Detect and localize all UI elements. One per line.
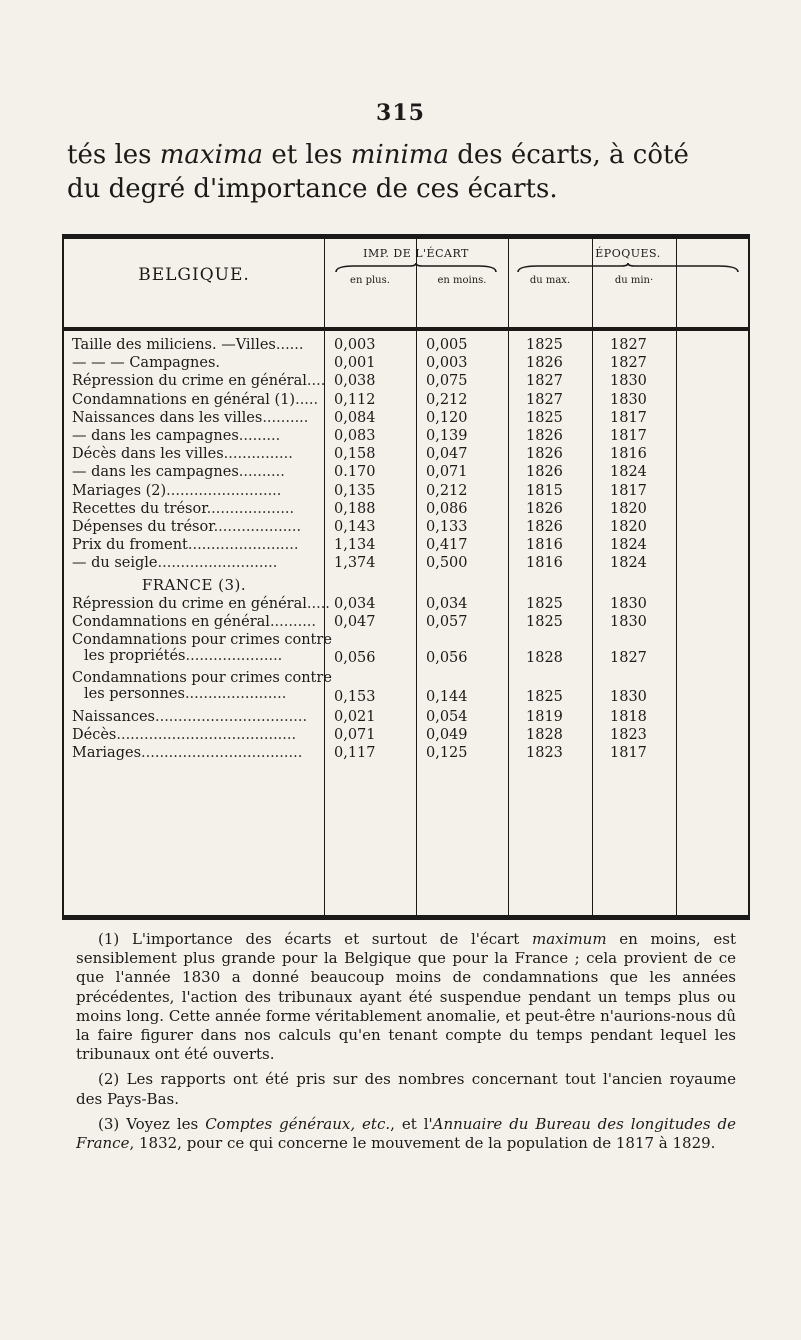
footnote-3: (3) Voyez les Comptes généraux, etc., et l'Annuaire du Bureau des longitudes de France, 1832, pour ce qui concerne le mouvement de la population de 1817 à 1829. [76, 1114, 736, 1153]
row-label: — du seigle.......................... [72, 555, 278, 572]
cell-plus: 0,038 [334, 373, 376, 390]
cell-max: 1825 [526, 337, 563, 353]
cell-min: 1824 [610, 537, 647, 554]
cell-max: 1825 [526, 688, 563, 705]
cell-plus: 0,001 [334, 355, 376, 372]
table-row [64, 483, 748, 501]
row-label: Taille des miliciens. —Villes...... [72, 337, 304, 353]
cell-plus: 0,084 [334, 409, 376, 426]
row-label: Décès....................................... [72, 727, 297, 743]
cell-moins: 0,057 [426, 613, 468, 630]
cell-max: 1816 [526, 555, 563, 572]
cell-max: 1825 [526, 595, 563, 612]
cell-plus: 0,003 [334, 337, 376, 353]
table-row [64, 428, 748, 446]
cell-moins: 0,212 [426, 391, 468, 408]
cell-min: 1830 [610, 613, 647, 630]
cell-min: 1827 [610, 650, 647, 667]
cell-max: 1827 [526, 391, 563, 408]
cell-max: 1825 [526, 409, 563, 426]
cell-plus: 0,047 [334, 613, 376, 630]
cell-min: 1824 [610, 555, 647, 572]
cell-min: 1817 [610, 409, 647, 426]
row-label: Recettes du trésor................... [72, 500, 295, 517]
table-row [64, 709, 748, 727]
cell-moins: 0,212 [426, 482, 468, 499]
footnote-2: (2) Les rapports ont été pris sur des nombres concernant tout l'ancien royaume des Pays-Bas. [76, 1070, 736, 1108]
cell-min: 1820 [610, 500, 647, 517]
table-row [64, 614, 748, 632]
cell-max: 1826 [526, 500, 563, 517]
table-row [64, 555, 748, 573]
cell-moins: 0,049 [426, 727, 468, 743]
cell-plus: 1,134 [334, 537, 376, 554]
cell-min: 1830 [610, 373, 647, 390]
cell-moins: 0,144 [426, 688, 468, 705]
row-label: Répression du crime en général.... [72, 373, 326, 390]
cell-moins: 0,120 [426, 409, 468, 426]
cell-min: 1818 [610, 708, 647, 725]
cell-plus: 0,112 [334, 391, 376, 408]
cell-max: 1826 [526, 519, 563, 535]
cell-plus: 0,021 [334, 708, 376, 725]
row-label: Mariages (2)......................... [72, 482, 282, 499]
row-label: Dépenses du trésor................... [72, 519, 302, 535]
cell-min: 1820 [610, 519, 647, 535]
table-header [64, 239, 748, 331]
cell-plus: 0,158 [334, 446, 376, 463]
sub-du-min: du min· [614, 275, 654, 286]
cell-moins: 0,133 [426, 519, 468, 535]
table-row [64, 337, 748, 355]
cell-min: 1824 [610, 464, 647, 481]
row-label: — dans les campagnes......... [72, 428, 281, 444]
minima-word: minima [350, 140, 449, 170]
row-label: Décès dans les villes............... [72, 446, 293, 463]
table-row [64, 373, 748, 391]
cell-plus: 0,071 [334, 727, 376, 743]
row-label: Naissances................................. [72, 708, 308, 725]
header-importance: IMP. DE L'ÉCART [363, 247, 469, 260]
cell-moins: 0,047 [426, 446, 468, 463]
table-row [64, 392, 748, 410]
table-row [64, 410, 748, 428]
table-row [64, 745, 748, 763]
cell-max: 1826 [526, 446, 563, 463]
table-row [64, 537, 748, 555]
table-body [64, 331, 748, 915]
row-label: — dans les campagnes.......... [72, 464, 285, 481]
cell-plus: 0,034 [334, 595, 376, 612]
sub-en-plus: en plus. [350, 275, 390, 286]
cell-plus: 0,153 [334, 688, 376, 705]
table-row [64, 355, 748, 373]
table-row [64, 464, 748, 482]
row-label: Répression du crime en général..... [72, 595, 330, 612]
cell-moins: 0,056 [426, 650, 468, 667]
cell-moins: 0,005 [426, 337, 468, 353]
table-row [64, 596, 748, 614]
row-label: Naissances dans les villes.......... [72, 409, 309, 426]
cell-moins: 0,417 [426, 537, 468, 554]
sub-en-moins: en moins. [437, 275, 487, 286]
header-epoques: ÉPOQUES. [595, 247, 661, 260]
statistics-table [62, 234, 750, 920]
cell-max: 1819 [526, 708, 563, 725]
cell-min: 1827 [610, 337, 647, 353]
cell-max: 1826 [526, 428, 563, 444]
sub-du-max: du max. [529, 275, 571, 286]
cell-min: 1830 [610, 391, 647, 408]
cell-moins: 0,003 [426, 355, 468, 372]
cell-max: 1828 [526, 727, 563, 743]
cell-min: 1830 [610, 595, 647, 612]
table-row [64, 501, 748, 519]
brace-epoques [516, 263, 740, 273]
footnotes [76, 930, 736, 1159]
table-title: BELGIQUE. [138, 265, 250, 285]
footnote-1: (1) L'importance des écarts et surtout de l'écart maximum en moins, est sensiblement plus grande pour la Belgique que pour la France ; cela provient de ce que l'année 1830 a donné beaucoup moins de condamnations que les années précédentes, l'action des tribunaux ayant été suspendue pendant un temps plus ou moins long. Cette année forme véritablement anomalie, et peut-être n'aurions-nous dû la faire figurer dans nos calculs qu'en tenant compte du temps pendant lequel les tribunaux ont été ouverts. [76, 930, 736, 1064]
cell-plus: 0.170 [334, 464, 376, 481]
row-label: Condamnations en général.......... [72, 613, 317, 630]
table-row [64, 519, 748, 537]
table-row [64, 670, 748, 706]
cell-min: 1817 [610, 745, 647, 762]
row-label: Prix du froment........................ [72, 537, 299, 554]
cell-plus: 0,056 [334, 650, 376, 667]
cell-moins: 0,075 [426, 373, 468, 390]
cell-moins: 0,500 [426, 555, 468, 572]
cell-min: 1827 [610, 355, 647, 372]
cell-moins: 0,034 [426, 595, 468, 612]
cell-min: 1816 [610, 446, 647, 463]
row-label: Mariages................................... [72, 745, 303, 762]
row-label: — — — Campagnes. [72, 355, 220, 372]
cell-max: 1826 [526, 355, 563, 372]
cell-max: 1828 [526, 650, 563, 667]
cell-moins: 0,139 [426, 428, 468, 444]
intro-text: tés les maxima et les minima des écarts, à côté du degré d'importance de ces écarts. [67, 140, 689, 204]
cell-moins: 0,054 [426, 708, 468, 725]
page-number: 315 [376, 100, 425, 126]
row-label: Condamnations pour crimes contre les personnes...................... [72, 670, 332, 703]
maxima-word: maxima [159, 140, 264, 170]
cell-max: 1815 [526, 482, 563, 499]
cell-min: 1830 [610, 688, 647, 705]
table-row [64, 632, 748, 668]
table-row [64, 727, 748, 745]
cell-plus: 0,117 [334, 745, 376, 762]
cell-moins: 0,086 [426, 500, 468, 517]
cell-plus: 0,188 [334, 500, 376, 517]
cell-plus: 1,374 [334, 555, 376, 572]
row-label: Condamnations en général (1)..... [72, 391, 319, 408]
cell-max: 1826 [526, 464, 563, 481]
cell-min: 1817 [610, 482, 647, 499]
cell-plus: 0,143 [334, 519, 376, 535]
cell-min: 1823 [610, 727, 647, 743]
cell-plus: 0,083 [334, 428, 376, 444]
cell-max: 1825 [526, 613, 563, 630]
cell-max: 1816 [526, 537, 563, 554]
intro-line2: du degré d'importance de ces écarts. [67, 174, 558, 204]
cell-min: 1817 [610, 428, 647, 444]
cell-moins: 0,125 [426, 745, 468, 762]
cell-max: 1827 [526, 373, 563, 390]
table-row [64, 446, 748, 464]
cell-plus: 0,135 [334, 482, 376, 499]
cell-max: 1823 [526, 745, 563, 762]
row-label: Condamnations pour crimes contre les propriétés..................... [72, 632, 332, 664]
section-title-france: FRANCE (3). [141, 575, 247, 594]
cell-moins: 0,071 [426, 464, 468, 481]
